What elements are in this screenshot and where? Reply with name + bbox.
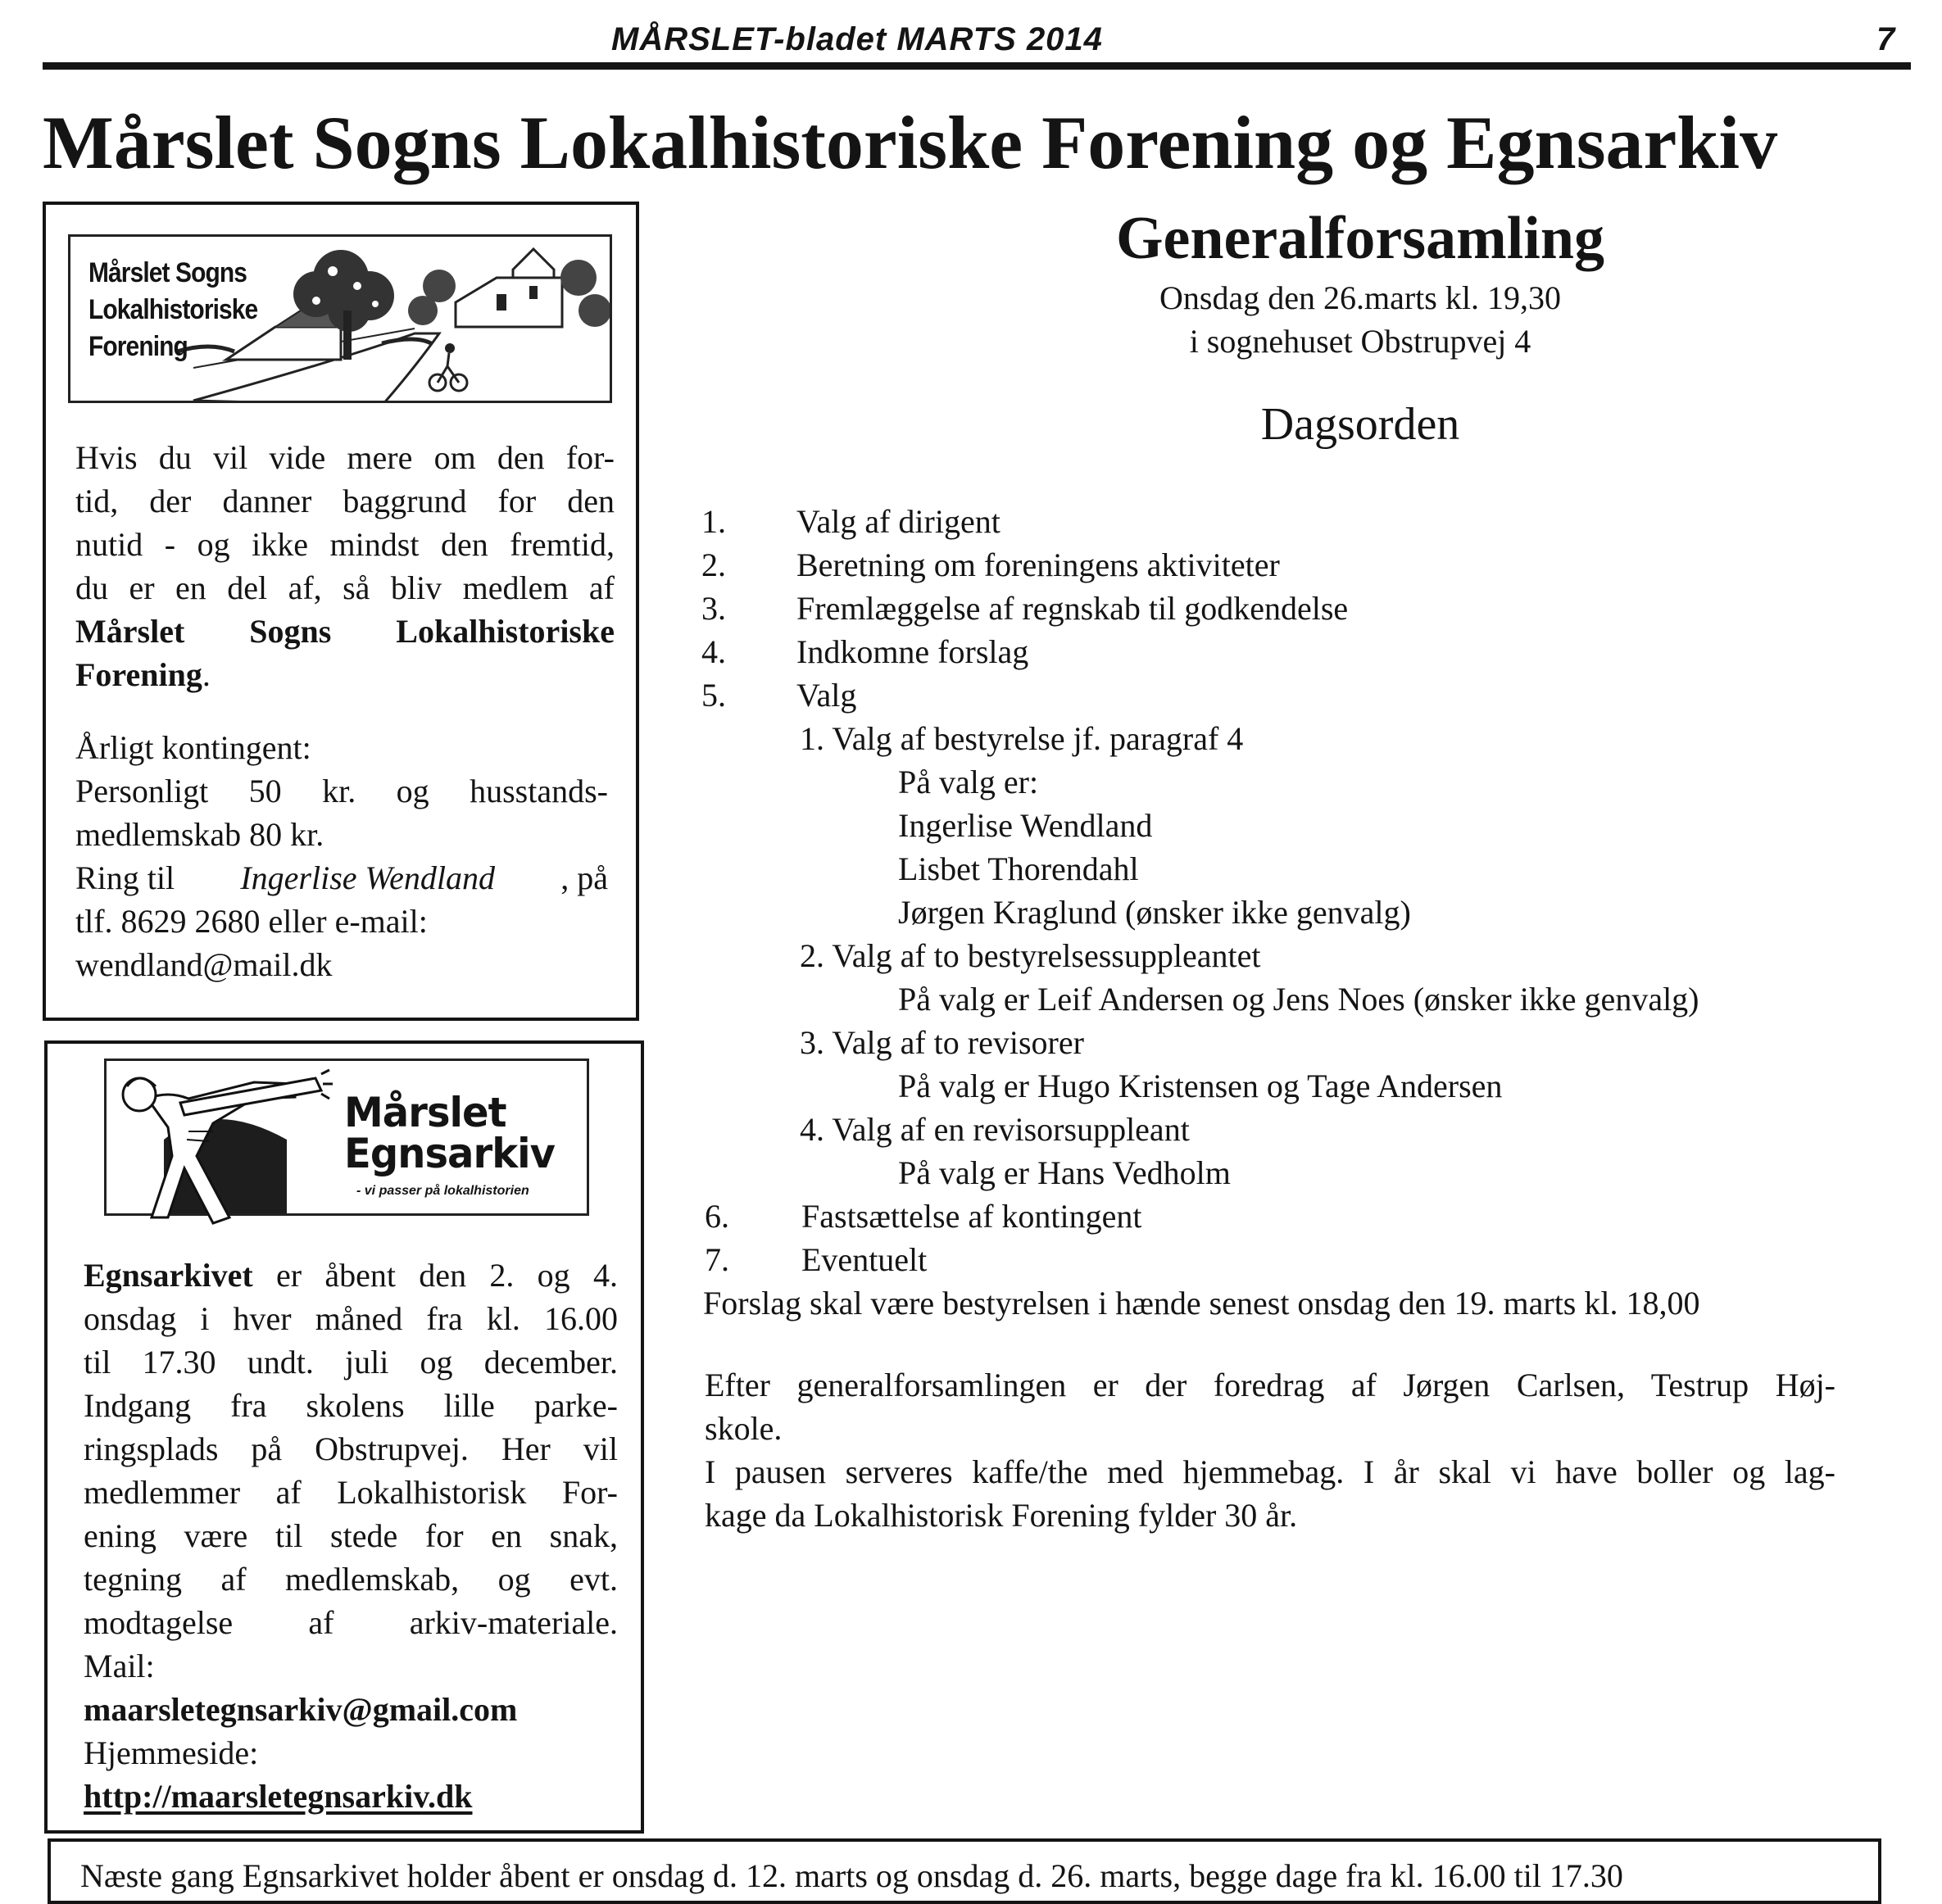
egnsarkiv-logo-line: Mårslet (344, 1089, 506, 1136)
egnsarkiv-lead-bold: Egnsarkivet (84, 1257, 253, 1294)
archivist-figure-icon (90, 1049, 352, 1238)
running-header-title: MÅRSLET-bladet MARTS 2014 (611, 21, 1103, 57)
agenda-subitem: 4. Valg af en revisorsuppleant (800, 1111, 1190, 1148)
intro-line: nutid - og ikke mindst den fremtid, (75, 526, 615, 563)
running-header (0, 21, 1942, 59)
agenda-item: Beretning om foreningens aktiviteter (796, 546, 1280, 583)
homepage-link[interactable]: http://maarsletegnsarkiv.dk (84, 1778, 473, 1815)
agenda-item: Eventuelt (801, 1241, 928, 1278)
bottom-notice: Næste gang Egnsarkivet holder åbent er onsdag d. 12. marts og onsdag d. 26. marts, begge dage fra kl. 16.00 til 17.30 (80, 1857, 1623, 1894)
mail-label: Mail: (84, 1648, 155, 1684)
egnsarkiv-logo-tagline: - vi passer på lokalhistorien (356, 1184, 529, 1198)
forening-logo-line: Mårslet Sogns (88, 257, 247, 288)
meeting-place: i sognehuset Obstrupvej 4 (1189, 323, 1531, 360)
agenda-item: Indkomne forslag (796, 633, 1029, 670)
forening-intro (75, 436, 615, 696)
generalforsamling-heading: Generalforsamling (1115, 205, 1604, 272)
pause-line: kage da Lokalhistorisk Forening fylder 30 år. (705, 1497, 1298, 1534)
agenda-item: Valg (796, 677, 857, 714)
egnsarkiv-line: tegning af medlemskab, og evt. (84, 1561, 618, 1598)
agenda-item: Fremlæggelse af regnskab til godkendelse (796, 590, 1349, 627)
agenda-item: Fastsættelse af kontingent (801, 1198, 1142, 1235)
page-number: 7 (1876, 21, 1895, 57)
candidate-line: På valg er Leif Andersen og Jens Noes (ønsker ikke genvalg) (898, 981, 1699, 1018)
org-name-bold: Forening (75, 656, 202, 693)
agenda-number: 3. (701, 590, 726, 627)
egnsarkiv-line: til 17.30 undt. juli og december. (84, 1344, 618, 1380)
meeting-date: Onsdag den 26.marts kl. 19,30 (1159, 279, 1561, 316)
homepage-label: Hjemmeside: (84, 1734, 259, 1771)
intro-line: Hvis du vil vide mere om den for- (75, 439, 615, 476)
agenda-number: 4. (701, 633, 726, 670)
agenda-number: 5. (701, 677, 726, 714)
forening-logo-line: Lokalhistoriske (88, 294, 258, 325)
agenda-number: 7. (705, 1241, 729, 1278)
contact-name: Ingerlise Wendland (240, 859, 496, 896)
bottom-notice-box (48, 1838, 1881, 1904)
egnsarkiv-logo-name (344, 1089, 555, 1177)
mail-link[interactable]: maarsletegnsarkiv@gmail.com (84, 1691, 518, 1728)
org-name-line: Mårslet Sogns Lokalhistoriske (75, 613, 615, 650)
candidate-line: Ingerlise Wendland (898, 807, 1153, 844)
egnsarkiv-body (84, 1253, 618, 1818)
kontingent-line: Personligt 50 kr. og husstands- (75, 773, 608, 809)
forening-logo (68, 234, 612, 403)
pause-line: I pausen serveres kaffe/the med hjemmebag. I år skal vi have boller og lag- (705, 1453, 1835, 1490)
agenda-subitem: 1. Valg af bestyrelse jf. paragraf 4 (800, 720, 1244, 757)
candidate-line: På valg er Hugo Kristensen og Tage Andersen (898, 1068, 1503, 1104)
org-name-period: . (202, 656, 211, 693)
foredrag-paragraph (705, 1363, 1835, 1537)
ring-line (75, 856, 608, 900)
candidate-line: Jørgen Kraglund (ønsker ikke genvalg) (898, 894, 1411, 931)
proposal-deadline: Forslag skal være bestyrelsen i hænde senest onsdag den 19. marts kl. 18,00 (703, 1285, 1700, 1321)
agenda-number: 6. (705, 1198, 729, 1235)
intro-line: tid, der danner baggrund for den (75, 483, 615, 519)
dagsorden-heading: Dagsorden (1260, 399, 1460, 450)
egnsarkiv-line: ringsplads på Obstrupvej. Her vil (84, 1430, 618, 1467)
agenda-subitem: 2. Valg af to bestyrelsessuppleantet (800, 937, 1261, 974)
org-name-line (75, 653, 615, 696)
egnsarkiv-logo (104, 1059, 589, 1216)
email-link[interactable]: wendland@mail.dk (75, 946, 333, 983)
egnsarkiv-line: medlemmer af Lokalhistorisk For- (84, 1474, 618, 1511)
agenda-item: Valg af dirigent (796, 503, 1000, 540)
egnsarkiv-logo-line: Egnsarkiv (344, 1130, 555, 1177)
egnsarkiv-line: modtagelse af arkiv-materiale. (84, 1604, 618, 1641)
kontingent-label: Årligt kontingent: (75, 729, 311, 766)
agenda-number: 1. (701, 503, 726, 540)
candidate-line: Lisbet Thorendahl (898, 850, 1139, 887)
agenda-subitem: 3. Valg af to revisorer (800, 1024, 1084, 1061)
phone-line: tlf. 8629 2680 eller e-mail: (75, 903, 428, 940)
candidate-line: På valg er Hans Vedholm (898, 1154, 1231, 1191)
agenda-number: 2. (701, 546, 726, 583)
egnsarkiv-line: Indgang fra skolens lille parke- (84, 1387, 618, 1424)
forening-logo-line: Forening (88, 331, 188, 362)
candidate-line: På valg er: (898, 764, 1039, 800)
header-rule (43, 62, 1911, 70)
page-title: Mårslet Sogns Lokalhistoriske Forening og Egnsarkiv (43, 101, 1778, 184)
intro-line: du er en del af, så bliv medlem af (75, 569, 615, 606)
egnsarkiv-line: onsdag i hver måned fra kl. 16.00 (84, 1300, 618, 1337)
forening-logo-text (88, 255, 257, 365)
egnsarkiv-lead-rest: er åbent den 2. og 4. (252, 1257, 618, 1294)
ring-suffix: , på (560, 859, 608, 896)
kontingent-info (75, 726, 608, 986)
egnsarkiv-line: ening være til stede for en snak, (84, 1517, 618, 1554)
foredrag-line: skole. (705, 1410, 783, 1447)
kontingent-line: medlemskab 80 kr. (75, 816, 324, 853)
egnsarkiv-lead-line (84, 1253, 618, 1297)
ring-prefix: Ring til (75, 859, 175, 896)
foredrag-line: Efter generalforsamlingen er der foredrag af Jørgen Carlsen, Testrup Høj- (705, 1367, 1835, 1403)
